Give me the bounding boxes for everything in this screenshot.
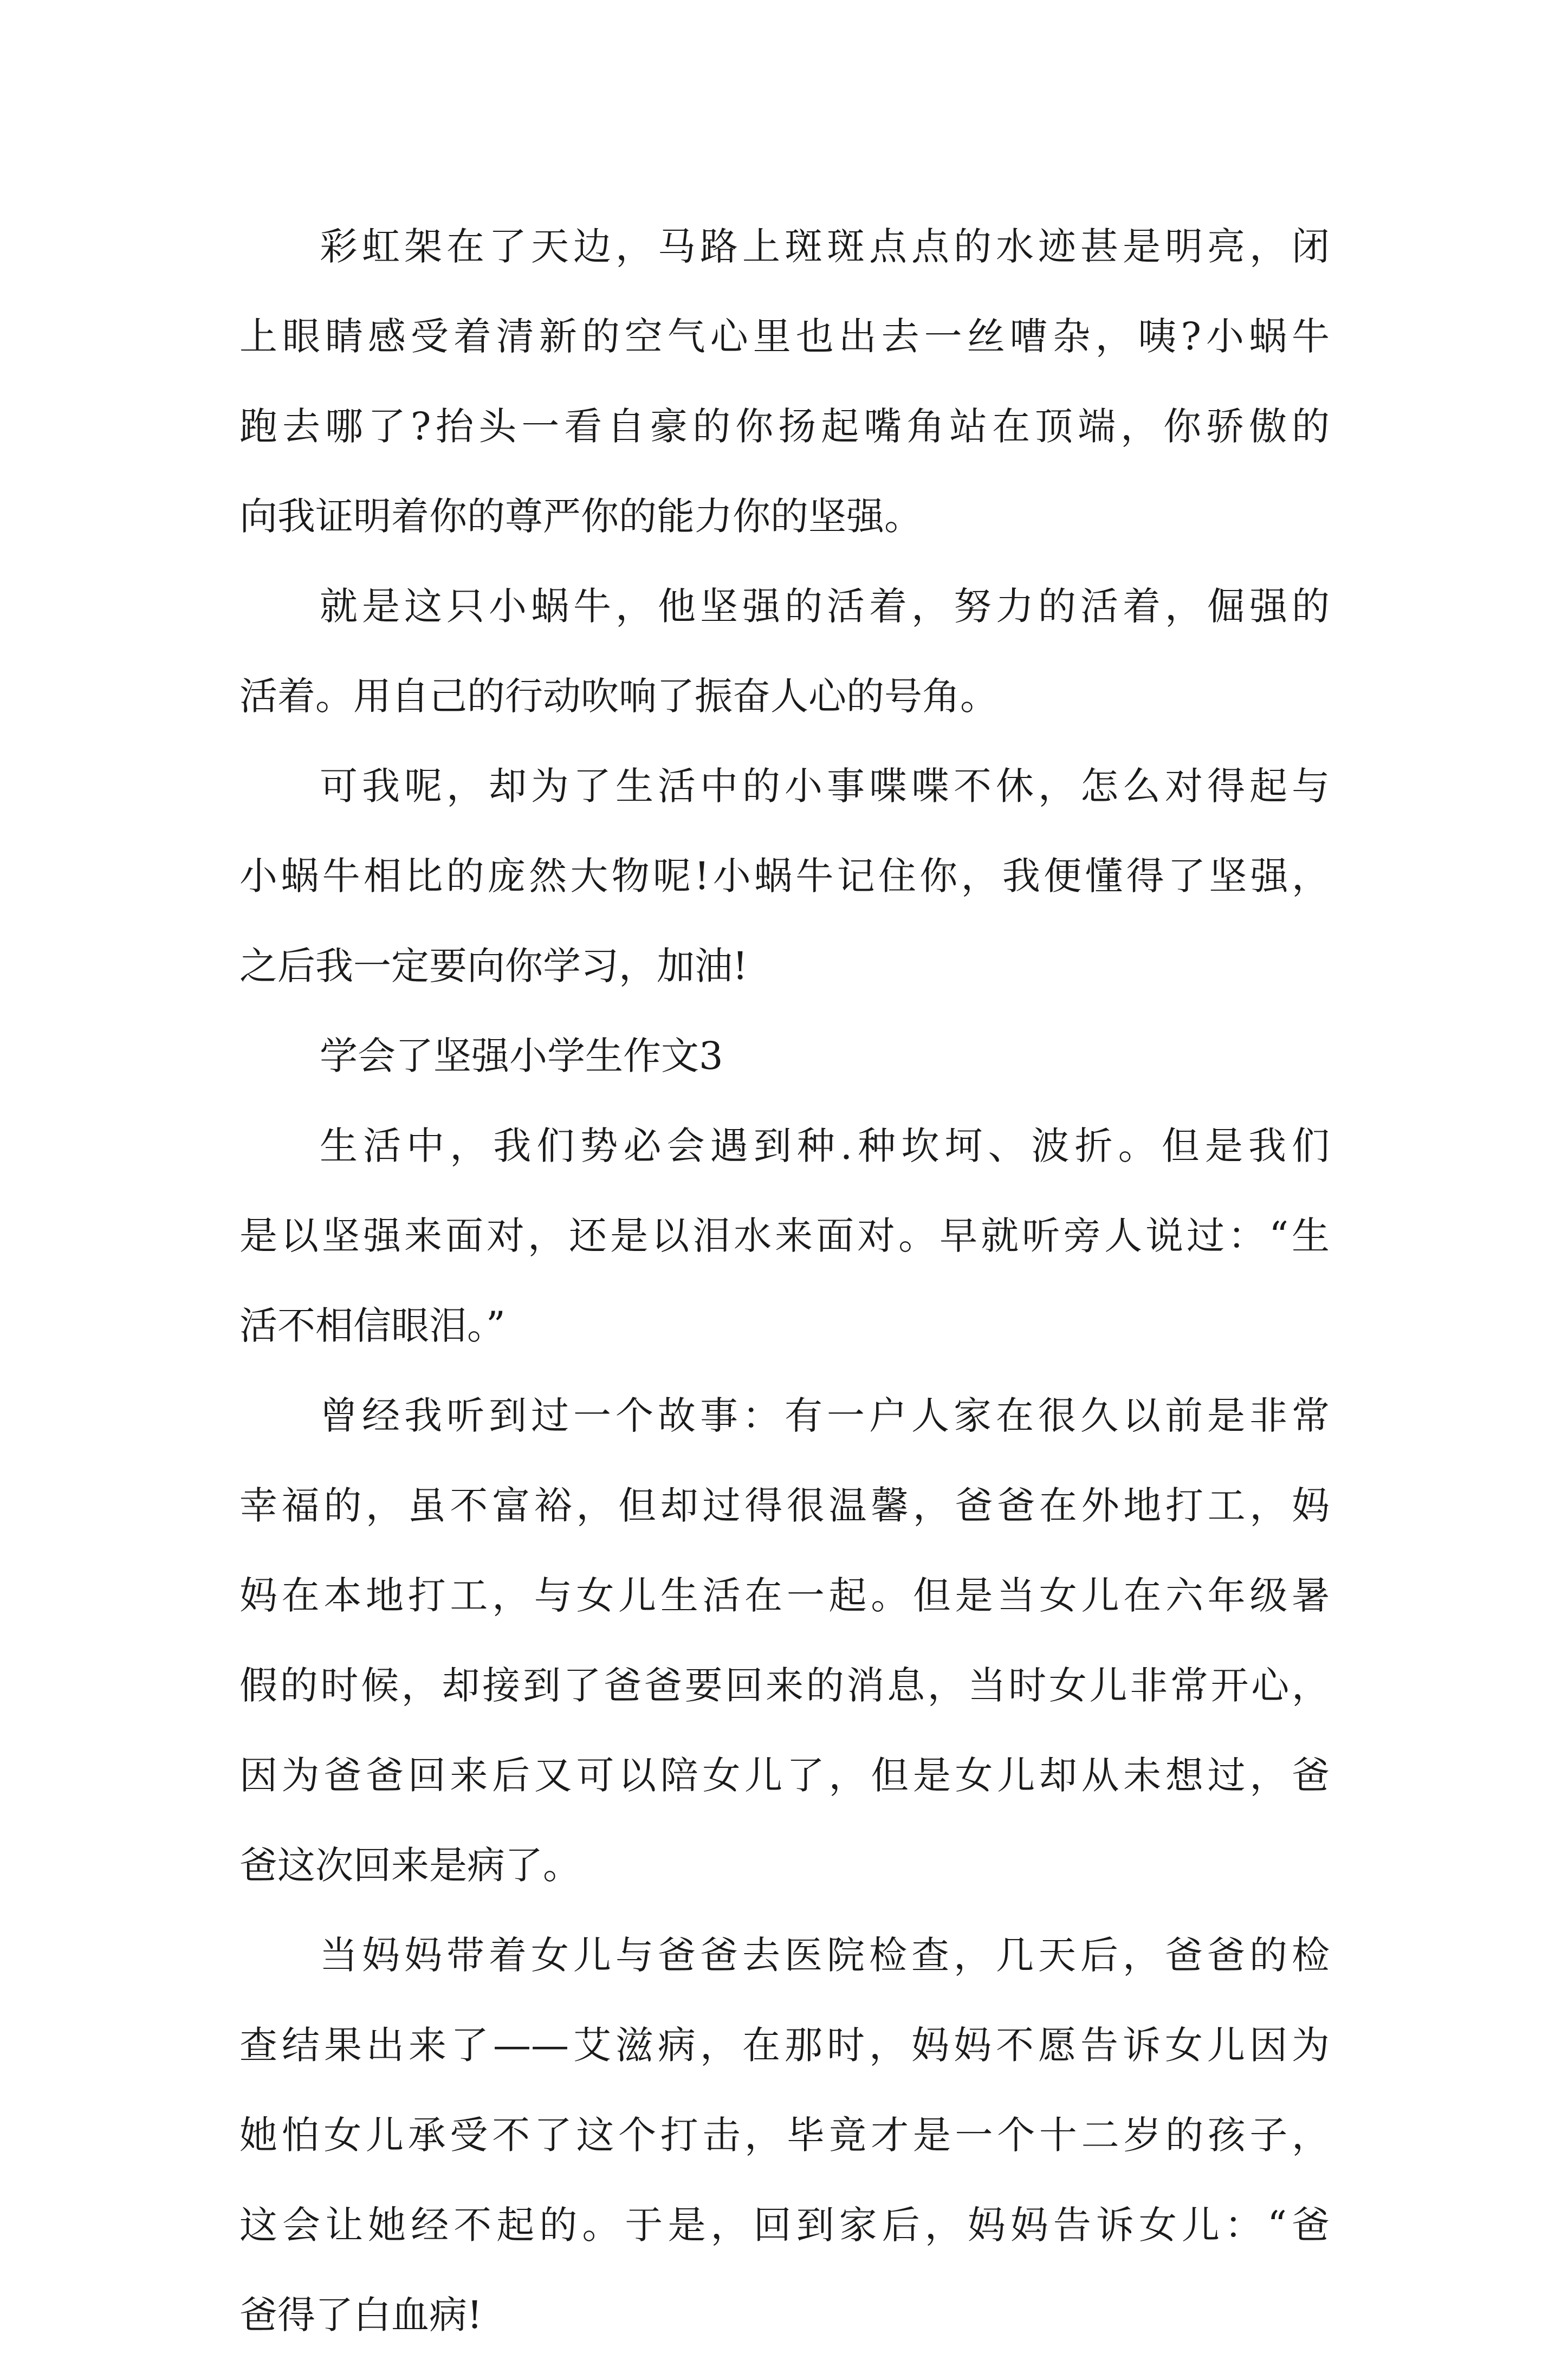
text-line: 跑去哪了?抬头一看自豪的你扬起嘴角站在顶端，你骄傲的 [239, 404, 1330, 449]
text-line: 因为爸爸回来后又可以陪女儿了，但是女儿却从未想过，爸 [239, 1753, 1330, 1798]
text-line: 活不相信眼泪。” [239, 1304, 506, 1348]
text-line: 之后我一定要向你学习，加油! [239, 944, 748, 988]
text-line: 假的时候，却接到了爸爸要回来的消息，当时女儿非常开心， [239, 1663, 1330, 1708]
text-line: 上眼睛感受着清新的空气心里也出去一丝嘈杂，咦?小蜗牛 [239, 314, 1330, 359]
section-heading: 学会了坚强小学生作文3 [320, 1034, 723, 1078]
text-line: 幸福的，虽不富裕，但却过得很温馨，爸爸在外地打工，妈 [239, 1483, 1330, 1528]
text-line: 向我证明着你的尊严你的能力你的坚强。 [239, 494, 922, 539]
text-line: 曾经我听到过一个故事：有一户人家在很久以前是非常 [320, 1393, 1330, 1438]
essay-body [239, 202, 1330, 2360]
text-line: 彩虹架在了天边，马路上斑斑点点的水迹甚是明亮，闭 [320, 224, 1330, 269]
text-line: 爸得了白血病! [239, 2293, 483, 2337]
text-line: 妈在本地打工，与女儿生活在一起。但是当女儿在六年级暑 [239, 1573, 1330, 1618]
text-line: 爸这次回来是病了。 [239, 1843, 581, 1888]
text-line: 这会让她经不起的。于是，回到家后，妈妈告诉女儿：“爸 [239, 2203, 1330, 2247]
text-line: 当妈妈带着女儿与爸爸去医院检查，几天后，爸爸的检 [320, 1933, 1330, 1978]
text-line: 生活中，我们势必会遇到种.种坎坷、波折。但是我们 [320, 1124, 1330, 1168]
text-line: 是以坚强来面对，还是以泪水来面对。早就听旁人说过：“生 [239, 1214, 1330, 1258]
text-line: 就是这只小蜗牛，他坚强的活着，努力的活着，倔强的 [320, 584, 1330, 628]
text-line: 小蜗牛相比的庞然大物呢!小蜗牛记住你，我便懂得了坚强， [239, 854, 1330, 898]
text-line: 活着。用自己的行动吹响了振奋人心的号角。 [239, 674, 998, 718]
text-line: 可我呢，却为了生活中的小事喋喋不休，怎么对得起与 [320, 764, 1330, 808]
text-line: 她怕女儿承受不了这个打击，毕竟才是一个十二岁的孩子， [239, 2113, 1330, 2157]
text-line: 查结果出来了——艾滋病，在那时，妈妈不愿告诉女儿因为 [239, 2023, 1330, 2067]
